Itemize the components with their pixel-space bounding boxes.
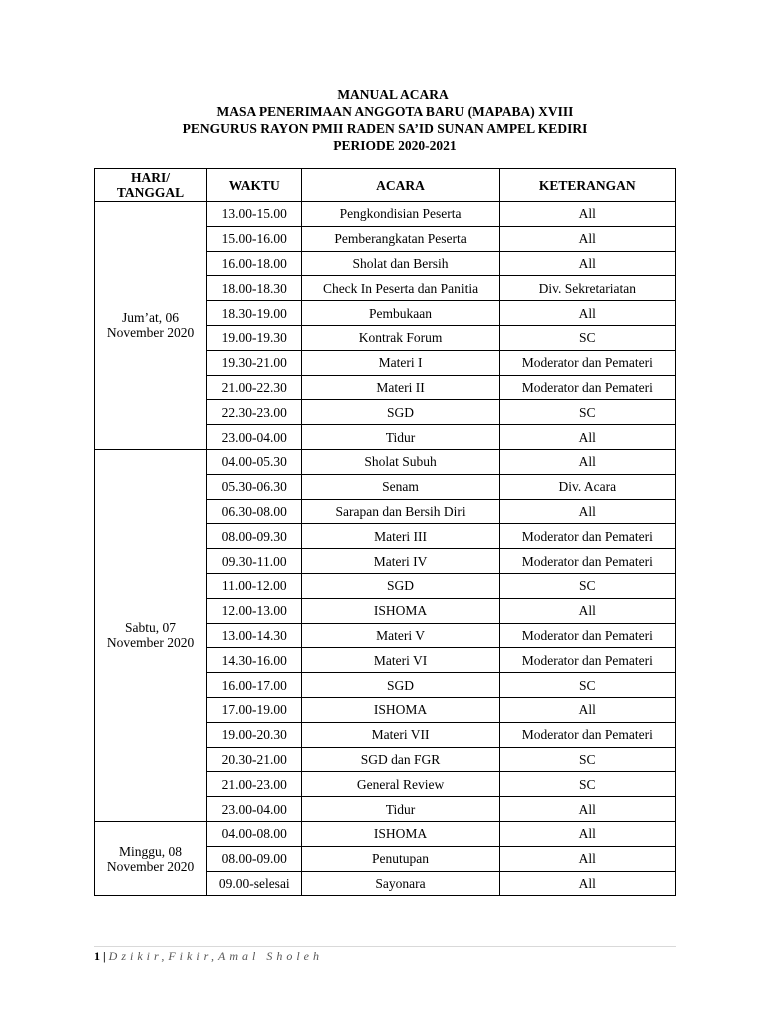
time-cell: 09.00-selesai bbox=[207, 871, 302, 896]
time-cell: 22.30-23.00 bbox=[207, 400, 302, 425]
note-cell: All bbox=[499, 871, 675, 896]
document-title-block bbox=[0, 86, 768, 154]
note-cell: All bbox=[499, 499, 675, 524]
note-cell: All bbox=[499, 821, 675, 846]
event-cell: ISHOMA bbox=[302, 598, 499, 623]
time-cell: 13.00-15.00 bbox=[207, 202, 302, 227]
note-cell: SC bbox=[499, 772, 675, 797]
day-cell bbox=[95, 202, 207, 450]
table-row bbox=[95, 821, 676, 846]
header-day-line-1: HARI/ bbox=[131, 170, 171, 185]
time-cell: 21.00-23.00 bbox=[207, 772, 302, 797]
note-cell: Moderator dan Pemateri bbox=[499, 648, 675, 673]
header-event: ACARA bbox=[302, 169, 499, 202]
event-cell: General Review bbox=[302, 772, 499, 797]
note-cell: Div. Sekretariatan bbox=[499, 276, 675, 301]
schedule-table bbox=[94, 168, 676, 896]
time-cell: 19.30-21.00 bbox=[207, 350, 302, 375]
event-cell: Kontrak Forum bbox=[302, 325, 499, 350]
day-cell-line-2: November 2020 bbox=[106, 325, 195, 341]
title-line-2: MASA PENERIMAAN ANGGOTA BARU (MAPABA) XVIII bbox=[216, 104, 574, 119]
note-cell: All bbox=[499, 202, 675, 227]
event-cell: Sholat Subuh bbox=[302, 449, 499, 474]
event-cell: Materi III bbox=[302, 524, 499, 549]
day-cell-line-2: November 2020 bbox=[106, 635, 195, 651]
note-cell: Div. Acara bbox=[499, 474, 675, 499]
time-cell: 09.30-11.00 bbox=[207, 549, 302, 574]
table-header-row bbox=[95, 169, 676, 202]
note-cell: All bbox=[499, 425, 675, 450]
event-cell: Penutupan bbox=[302, 846, 499, 871]
time-cell: 16.00-18.00 bbox=[207, 251, 302, 276]
note-cell: SC bbox=[499, 325, 675, 350]
time-cell: 23.00-04.00 bbox=[207, 425, 302, 450]
event-cell: Materi II bbox=[302, 375, 499, 400]
note-cell: Moderator dan Pemateri bbox=[499, 722, 675, 747]
time-cell: 20.30-21.00 bbox=[207, 747, 302, 772]
event-cell: SGD bbox=[302, 400, 499, 425]
event-cell: Materi IV bbox=[302, 549, 499, 574]
page-number: 1 bbox=[94, 949, 100, 963]
note-cell: All bbox=[499, 846, 675, 871]
event-cell: ISHOMA bbox=[302, 697, 499, 722]
event-cell: Pemberangkatan Peserta bbox=[302, 226, 499, 251]
note-cell: SC bbox=[499, 673, 675, 698]
event-cell: Materi V bbox=[302, 623, 499, 648]
note-cell: SC bbox=[499, 573, 675, 598]
event-cell: SGD bbox=[302, 673, 499, 698]
note-cell: Moderator dan Pemateri bbox=[499, 549, 675, 574]
table-row bbox=[95, 202, 676, 227]
time-cell: 08.00-09.30 bbox=[207, 524, 302, 549]
header-note: KETERANGAN bbox=[499, 169, 675, 202]
time-cell: 11.00-12.00 bbox=[207, 573, 302, 598]
event-cell: SGD bbox=[302, 573, 499, 598]
header-day-line-2: TANGGAL bbox=[116, 185, 185, 200]
day-cell-line-1: Jum’at, 06 bbox=[122, 310, 180, 326]
event-cell: Check In Peserta dan Panitia bbox=[302, 276, 499, 301]
time-cell: 17.00-19.00 bbox=[207, 697, 302, 722]
event-cell: SGD dan FGR bbox=[302, 747, 499, 772]
footer-separator: | bbox=[103, 949, 106, 963]
event-cell: Senam bbox=[302, 474, 499, 499]
time-cell: 04.00-08.00 bbox=[207, 821, 302, 846]
footer-motto: Dzikir,Fikir,Amal Sholeh bbox=[108, 949, 323, 963]
note-cell: All bbox=[499, 449, 675, 474]
time-cell: 18.30-19.00 bbox=[207, 301, 302, 326]
event-cell: ISHOMA bbox=[302, 821, 499, 846]
event-cell: Tidur bbox=[302, 425, 499, 450]
event-cell: Sayonara bbox=[302, 871, 499, 896]
footer-divider bbox=[94, 946, 676, 947]
time-cell: 06.30-08.00 bbox=[207, 499, 302, 524]
note-cell: All bbox=[499, 226, 675, 251]
time-cell: 04.00-05.30 bbox=[207, 449, 302, 474]
page-footer bbox=[94, 948, 323, 964]
event-cell: Materi VI bbox=[302, 648, 499, 673]
title-line-3: PENGURUS RAYON PMII RADEN SA’ID SUNAN AMPEL KEDIRI bbox=[182, 121, 588, 136]
header-day bbox=[95, 169, 207, 202]
time-cell: 12.00-13.00 bbox=[207, 598, 302, 623]
note-cell: SC bbox=[499, 400, 675, 425]
table-row bbox=[95, 449, 676, 474]
note-cell: Moderator dan Pemateri bbox=[499, 375, 675, 400]
day-cell-line-1: Sabtu, 07 bbox=[125, 620, 177, 636]
event-cell: Materi I bbox=[302, 350, 499, 375]
note-cell: Moderator dan Pemateri bbox=[499, 524, 675, 549]
time-cell: 05.30-06.30 bbox=[207, 474, 302, 499]
event-cell: Materi VII bbox=[302, 722, 499, 747]
day-cell bbox=[95, 449, 207, 821]
title-line-1: MANUAL ACARA bbox=[337, 87, 449, 102]
event-cell: Sholat dan Bersih bbox=[302, 251, 499, 276]
note-cell: All bbox=[499, 301, 675, 326]
note-cell: SC bbox=[499, 747, 675, 772]
time-cell: 18.00-18.30 bbox=[207, 276, 302, 301]
time-cell: 23.00-04.00 bbox=[207, 797, 302, 822]
time-cell: 19.00-19.30 bbox=[207, 325, 302, 350]
note-cell: All bbox=[499, 251, 675, 276]
time-cell: 21.00-22.30 bbox=[207, 375, 302, 400]
time-cell: 15.00-16.00 bbox=[207, 226, 302, 251]
day-cell bbox=[95, 821, 207, 895]
day-cell-line-1: Minggu, 08 bbox=[119, 843, 183, 859]
event-cell: Tidur bbox=[302, 797, 499, 822]
time-cell: 19.00-20.30 bbox=[207, 722, 302, 747]
note-cell: All bbox=[499, 797, 675, 822]
header-time: WAKTU bbox=[207, 169, 302, 202]
title-line-4: PERIODE 2020-2021 bbox=[333, 138, 457, 153]
event-cell: Sarapan dan Bersih Diri bbox=[302, 499, 499, 524]
event-cell: Pengkondisian Peserta bbox=[302, 202, 499, 227]
schedule-body bbox=[95, 202, 676, 896]
day-cell-line-2: November 2020 bbox=[106, 858, 195, 874]
note-cell: All bbox=[499, 598, 675, 623]
note-cell: Moderator dan Pemateri bbox=[499, 623, 675, 648]
time-cell: 16.00-17.00 bbox=[207, 673, 302, 698]
event-cell: Pembukaan bbox=[302, 301, 499, 326]
note-cell: Moderator dan Pemateri bbox=[499, 350, 675, 375]
time-cell: 08.00-09.00 bbox=[207, 846, 302, 871]
time-cell: 13.00-14.30 bbox=[207, 623, 302, 648]
time-cell: 14.30-16.00 bbox=[207, 648, 302, 673]
note-cell: All bbox=[499, 697, 675, 722]
